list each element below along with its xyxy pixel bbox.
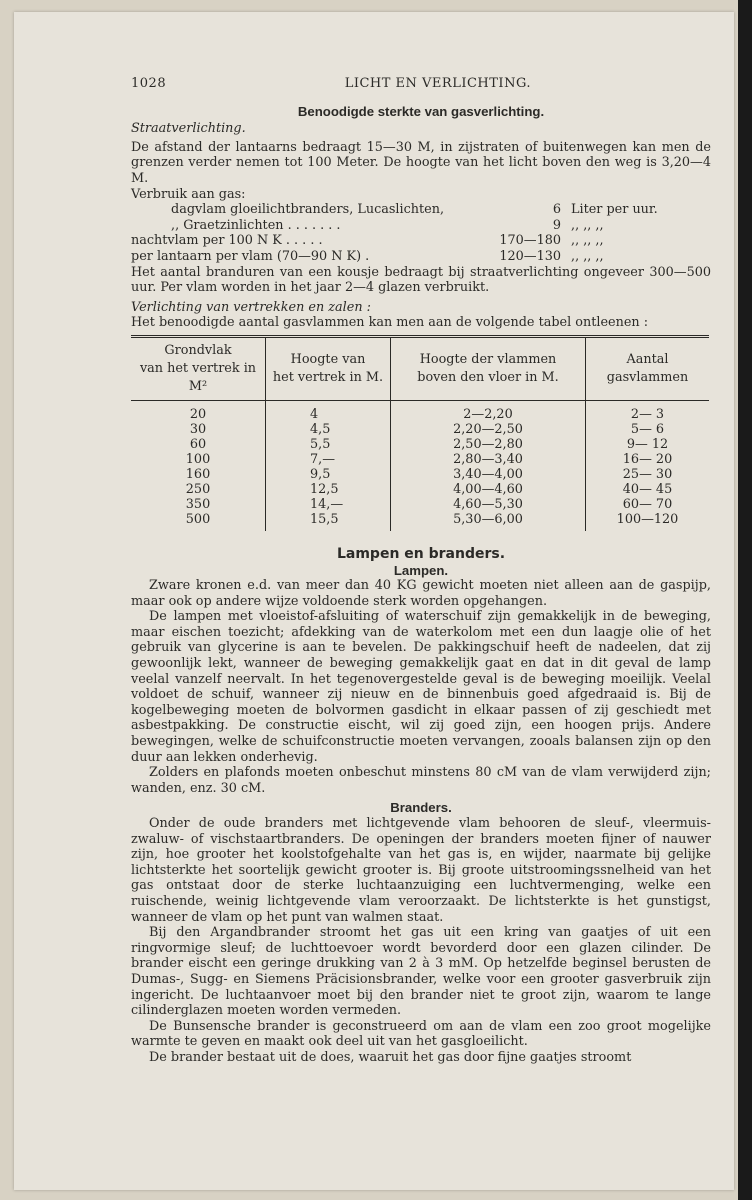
consumption-row: dagvlam gloeilichtbranders, Lucaslichten, 6 Liter per uur. xyxy=(171,202,658,218)
table-row: 20 4 2—2,20 2— 3 xyxy=(131,400,709,422)
table-header-row xyxy=(131,336,709,400)
street-heading: Straatverlichting. xyxy=(131,121,246,137)
lamps-paragraph: Zware kronen e.d. van meer dan 40 KG gewicht moeten niet alleen aan de gaspijp, maar ook op andere wijze voldoende sterk worden opgehangen. xyxy=(131,578,711,609)
table-row: 250 12,5 4,00—4,60 40— 45 xyxy=(131,482,709,497)
burners-paragraph: De Bunsensche brander is geconstrueerd om aan de vlam een zoo groot mogelijke warmte te geven en maakt ook deel uit van het gasgloeilicht. xyxy=(131,1018,711,1050)
burners-subtitle: Branders. xyxy=(390,800,452,816)
rooms-text: Het benoodigde aantal gasvlammen kan men aan de volgende tabel ontleenen : xyxy=(131,315,649,331)
lamps-subtitle: Lampen. xyxy=(393,562,449,578)
lamps-paragraph: De lampen met vloeistof-afsluiting of waterschuif zijn gemakkelijk in de beweging, maar eischen toezicht; afdekking van de waterkolom met een dun laagje olie of het gebruik van glycerine is aan te bevelen. De pakkingschuif heeft de nadeelen, dat zij gewoonlijk lekt, wanneer de beweging gemakkelijk gaat en dat in dit geval de lamp veelal vanzelf neervalt. In het tegenovergestelde geval is de beweging moeilijk. Veelal voldoet de schuif, wanneer zij nieuw en de binnenbuis goed afgedraaid is. Bij de kogelbeweging moeten de bolvormen gasdicht in elkaar passen of zij geschiedt met asbestpakking. De constructie eischt, wil zij goed zijn, een hoogen prijs. Andere bewegingen, welke de schuifconstructie moeten vervangen, zooals balansen zijn op den duur aan lekken onderhevig. xyxy=(131,609,711,765)
running-header xyxy=(131,76,531,92)
consumption-row: per lantaarn per vlam (70—90 N K) . 120—130 ,, ,, ,, xyxy=(131,248,604,264)
lamps-paragraph: Zolders en plafonds moeten onbeschut minstens 80 cM van de vlam verwijderd zijn; wanden, enz. 30 cM. xyxy=(131,765,711,796)
lamps-section-title: Lampen en branders. xyxy=(336,545,506,562)
table-row: 60 5,5 2,50—2,80 9— 12 xyxy=(131,437,709,452)
burners-paragraph: Onder de oude branders met lichtgevende vlam behooren de sleuf-, vleermuis-zwaluw- of vischstaartbranders. De openingen der branders moeten fijner of nauwer zijn, hoe grooter het koolstofgehalte van het gas is, en wijder, naarmate bij gelijke lichtsterkte het soortelijk gewicht grooter is. Bij groote uitstroomingssnelheid van het gas ontstaat door de sterke luchtaanzuiging een luchtvermenging, welke een ruischende, weinig lichtgevende vlam veroorzaakt. De lichtsterkte is het gunstigst, wanneer de vlam op het punt van walmen staat. xyxy=(131,816,711,925)
page-number: 1028 xyxy=(131,76,167,91)
scan-edge xyxy=(738,0,752,1200)
running-title: LICHT EN VERLICHTING. xyxy=(344,76,531,91)
column-header: Aantal gasvlammen xyxy=(586,336,710,400)
consumption-label: Verbruik aan gas: xyxy=(131,186,246,202)
column-header: Hoogte der vlammen boven den vloer in M. xyxy=(391,336,586,400)
consumption-row: nachtvlam per 100 N K . . . . . 170—180 ,, ,, ,, xyxy=(131,233,604,249)
rooms-heading: Verlichting van vertrekken en zalen : xyxy=(131,299,371,315)
table-row: 30 4,5 2,20—2,50 5— 6 xyxy=(131,422,709,437)
table-row: 500 15,5 5,30—6,00 100—120 xyxy=(131,512,709,531)
street-text: De afstand der lantaarns bedraagt 15—30 M, in zijstraten of buitenwegen kan men de grenzen verder nemen tot 100 Meter. De hoogte van het licht boven den weg is 3,20—4 M. xyxy=(131,139,711,186)
gas-section-title: Benoodigde sterkte van gasverlichting. xyxy=(297,103,545,119)
table-row: 100 7,— 2,80—3,40 16— 20 xyxy=(131,452,709,467)
consumption-row: ,, Graetzinlichten . . . . . . . 9 ,, ,, ,, xyxy=(171,217,604,233)
burn-hours-text: Het aantal branduren van een kousje bedraagt bij straatverlichting ongeveer 300—500 uur. Per vlam worden in het jaar 2—4 glazen verbruikt. xyxy=(131,264,711,296)
column-header: Hoogte van het vertrek in M. xyxy=(266,336,391,400)
burners-paragraph: Bij den Argandbrander stroomt het gas uit een kring van gaatjes of uit een ringvormige sleuf; de luchttoevoer wordt bevorderd door een glazen cilinder. De brander eischt een geringe drukking van 2 à 3 mM. Op hetzelfde beginsel berusten de Dumas-, Sugg- en Siemens Präcisionsbrander, welke voor een grooter gasverbruik zijn ingericht. De luchtaanvoer moet bij den brander niet te groot zijn, waarom te lange cilinderglazen moeten worden vermeden. xyxy=(131,925,711,1019)
table-row: 350 14,— 4,60—5,30 60— 70 xyxy=(131,497,709,512)
burners-paragraph: De brander bestaat uit de does, waaruit het gas door fijne gaatjes stroomt xyxy=(149,1049,632,1065)
gas-flame-table xyxy=(131,335,709,531)
page-content xyxy=(131,76,711,1066)
column-header: Grondvlak van het vertrek in M² xyxy=(131,336,266,400)
consumption-list xyxy=(131,202,711,264)
table-row: 160 9,5 3,40—4,00 25— 30 xyxy=(131,467,709,482)
